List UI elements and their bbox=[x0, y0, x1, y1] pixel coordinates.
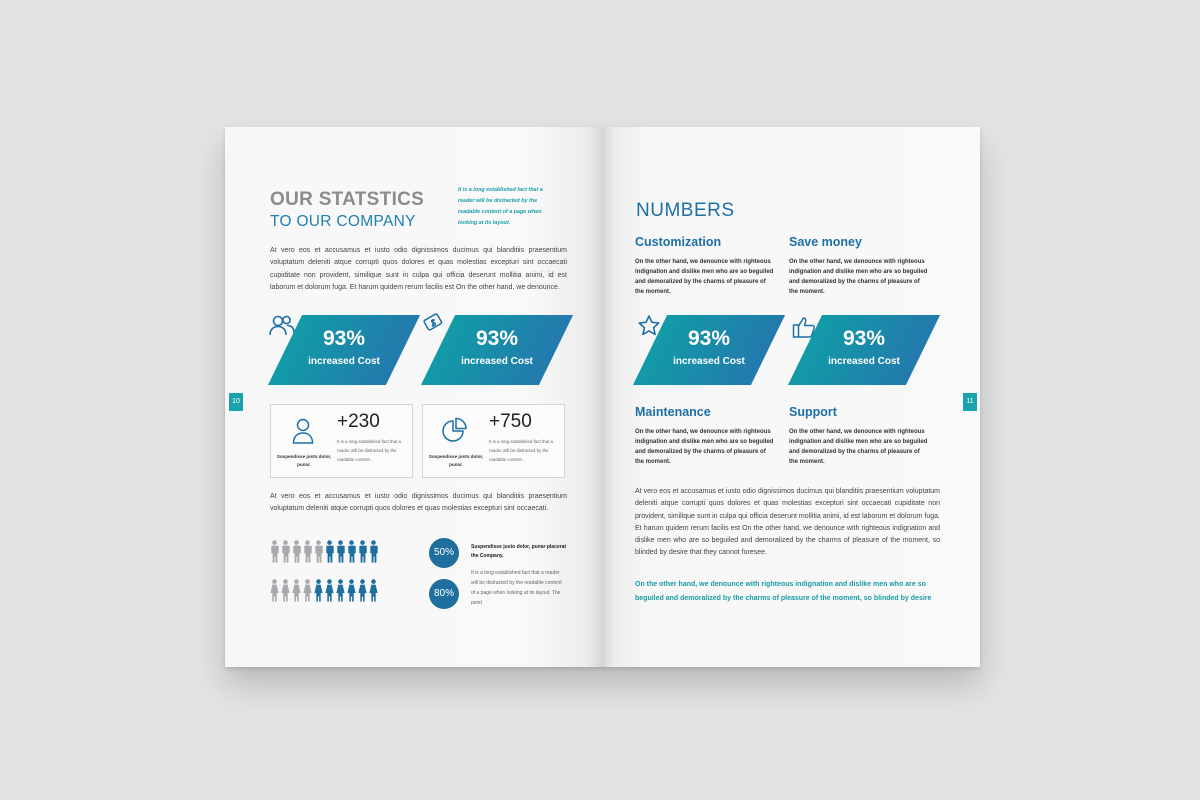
percent-circle: 50% bbox=[429, 538, 459, 568]
woman-icon bbox=[347, 579, 356, 602]
stat-box-caption: Suspendisse justo dolor, punar. bbox=[428, 454, 484, 467]
page-title: NUMBERS bbox=[636, 200, 735, 221]
stat-box-desc: It is a long established fact that a reader will be distracted by the readable content . bbox=[489, 439, 553, 462]
right-page bbox=[602, 127, 980, 667]
woman-icon bbox=[281, 579, 290, 602]
woman-icon bbox=[325, 579, 334, 602]
feature-desc: On the other hand, we denounce with righteous indignation and dislike men who are so beguiled and demoralized by the charms of pleasure of the moment. bbox=[789, 429, 928, 465]
stat-box-number: +230 bbox=[337, 411, 380, 432]
pie-chart-icon bbox=[442, 417, 468, 448]
stat-badge-label: increased Cost bbox=[828, 356, 900, 367]
page-subtitle: TO OUR COMPANY bbox=[270, 213, 416, 230]
percent-circle: 80% bbox=[429, 579, 459, 609]
left-page bbox=[225, 127, 602, 667]
man-icon bbox=[369, 540, 378, 563]
stat-badge-value: 93% bbox=[475, 327, 519, 350]
page-title: OUR STATSTICS bbox=[270, 189, 425, 210]
woman-icon bbox=[358, 579, 367, 602]
woman-icon bbox=[303, 579, 312, 602]
feature-heading: Save money bbox=[789, 235, 862, 249]
feature-desc: On the other hand, we denounce with righteous indignation and dislike men who are so beguiled and demoralized by the charms of pleasure of the moment. bbox=[635, 259, 774, 295]
stat-box-desc: It is a long established fact that a reader will be distracted by the readable content . bbox=[337, 439, 401, 462]
stat-box-number: +750 bbox=[489, 411, 532, 432]
stat-badge bbox=[285, 315, 403, 385]
stat-box bbox=[270, 404, 413, 478]
brochure-spread bbox=[225, 127, 980, 667]
people-row bbox=[270, 579, 378, 602]
man-icon bbox=[314, 540, 323, 563]
stat-box bbox=[422, 404, 565, 478]
stat-badge bbox=[438, 315, 556, 385]
man-icon bbox=[281, 540, 290, 563]
infographic-heading: Suspendisse justo dolor, punar placerat the Company. bbox=[471, 544, 567, 559]
page-number: 10 bbox=[229, 393, 243, 411]
man-icon bbox=[347, 540, 356, 563]
infographic-text: It is a long established fact that a reader will be distracted by the readable content of a page when looking at its layout. The point bbox=[471, 570, 562, 606]
man-icon bbox=[303, 540, 312, 563]
body-paragraph: At vero eos et accusamus et iusto odio dignissimos ducimus qui blanditiis praesentium voluptatum deleniti atque corrupti quos dolores et quas molestias excepturi sint occaecati cupiditate non provident, similique sunt in culpa qui officia deserunt mollitia animi, id est laborum et dolorum fuga. Et harum quidem rerum facilis est On the other hand, we denounce with righteous indignation and dislike men who are so beguiled and demoralized by the charms of pleasure of the moment, so blinded by desire that they cannot foresee. bbox=[635, 488, 940, 557]
man-icon bbox=[325, 540, 334, 563]
stat-badge-value: 93% bbox=[322, 327, 366, 350]
woman-icon bbox=[336, 579, 345, 602]
feature-heading: Maintenance bbox=[635, 405, 711, 419]
feature-heading: Customization bbox=[635, 235, 722, 249]
intro-paragraph: At vero eos et accusamus et iusto odio dignissimos ducimus qui blanditiis praesentium voluptatum deleniti atque corrupti quos dolores et quas molestias excepturi sint occaecati cupiditate non provident, similique sunt in culpa qui officia deserunt mollitia animi, id est laborum et dolorum fuga. Et harum quidem rerum facilis est On the other hand, we denounce. bbox=[270, 247, 567, 291]
highlight-paragraph: On the other hand, we denounce with righteous indignation and dislike men who are so beguiled and demoralized by the charms of pleasure of the moment, so blinded by desire bbox=[635, 581, 932, 602]
woman-icon bbox=[292, 579, 301, 602]
feature-heading: Support bbox=[789, 405, 837, 419]
woman-icon bbox=[314, 579, 323, 602]
woman-icon bbox=[369, 579, 378, 602]
body-paragraph: At vero eos et accusamus et iusto odio dignissimos ducimus qui blanditiis praesentium voluptatum deleniti atque corrupti quos dolores et quas molestias excepturi sint occaecati. bbox=[270, 493, 567, 513]
stat-badge-label: increased Cost bbox=[673, 356, 745, 367]
man-icon bbox=[336, 540, 345, 563]
feature-desc: On the other hand, we denounce with righteous indignation and dislike men who are so beguiled and demoralized by the charms of pleasure of the moment. bbox=[635, 429, 774, 465]
page-number: 11 bbox=[963, 393, 977, 411]
stat-badge-value: 93% bbox=[687, 327, 731, 350]
stat-badge bbox=[650, 315, 768, 385]
feature-desc: On the other hand, we denounce with righteous indignation and dislike men who are so beguiled and demoralized by the charms of pleasure of the moment. bbox=[789, 259, 928, 295]
pull-quote: It is a long established fact that a reader will be distracted by the readable content of a page when looking at its layout. bbox=[458, 187, 543, 226]
man-icon bbox=[358, 540, 367, 563]
stat-box-caption: Suspendisse justo dolor, punar. bbox=[276, 454, 332, 467]
people-row bbox=[270, 540, 378, 563]
stat-badge-label: increased Cost bbox=[461, 356, 533, 367]
stat-badge bbox=[805, 315, 923, 385]
user-icon bbox=[292, 417, 314, 450]
man-icon bbox=[292, 540, 301, 563]
woman-icon bbox=[270, 579, 279, 602]
stat-badge-value: 93% bbox=[842, 327, 886, 350]
stat-badge-label: increased Cost bbox=[308, 356, 380, 367]
man-icon bbox=[270, 540, 279, 563]
